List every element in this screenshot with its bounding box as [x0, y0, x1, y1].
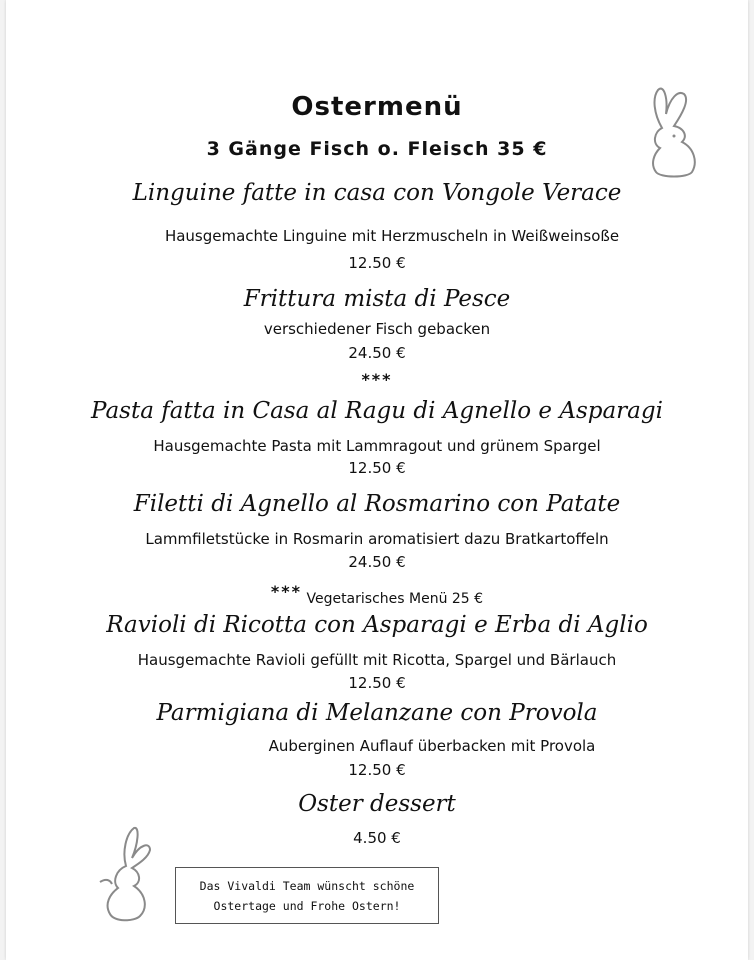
dish-description: Lammfiletstücke in Rosmarin aromatisiert dazu Bratkartoffeln — [145, 530, 609, 548]
vegetarian-menu-price: Vegetarisches Menü 25 € — [306, 591, 484, 607]
dish-name: Ravioli di Ricotta con Asparagi e Erba di Aglio — [106, 612, 648, 638]
dish-price: 24.50 € — [348, 344, 406, 362]
dish-name: Oster dessert — [298, 791, 456, 817]
dish-price: 24.50 € — [348, 553, 406, 571]
dish-name: Pasta fatta in Casa al Ragu di Agnello e Asparagi — [91, 398, 663, 424]
dish-description: Hausgemachte Ravioli gefüllt mit Ricotta, Spargel und Bärlauch — [137, 651, 617, 669]
menu-subtitle: 3 Gänge Fisch o. Fleisch 35 € — [206, 138, 548, 160]
dish-price: 12.50 € — [348, 674, 406, 692]
menu-title: Ostermenü — [291, 92, 463, 122]
course-separator: *** — [361, 370, 393, 389]
greeting-box — [175, 867, 439, 924]
dish-name: Frittura mista di Pesce — [243, 286, 511, 312]
dish-price: 4.50 € — [353, 829, 401, 847]
dish-name: Parmigiana di Melanzane con Provola — [156, 700, 598, 726]
bunny-outline-icon — [96, 824, 156, 924]
dish-name: Filetti di Agnello al Rosmarino con Patate — [133, 491, 621, 517]
greeting-line: Das Vivaldi Team wünscht schöne — [199, 879, 415, 893]
dish-description: verschiedener Fisch gebacken — [263, 320, 491, 338]
dish-price: 12.50 € — [348, 254, 406, 272]
dish-price: 12.50 € — [348, 459, 406, 477]
dish-price: 12.50 € — [348, 761, 406, 779]
dish-description: Auberginen Auflauf überbacken mit Provola — [268, 737, 596, 755]
bunny-outline-icon — [644, 84, 700, 182]
dish-description: Hausgemachte Linguine mit Herzmuscheln in Weißweinsoße — [164, 227, 620, 245]
course-separator: *** — [270, 582, 303, 601]
greeting-line: Ostertage und Frohe Ostern! — [213, 899, 401, 913]
dish-description: Hausgemachte Pasta mit Lammragout und grünem Spargel — [153, 437, 601, 455]
dish-name: Linguine fatte in casa con Vongole Verace — [132, 180, 622, 206]
vegetarian-section-header — [0, 582, 754, 607]
